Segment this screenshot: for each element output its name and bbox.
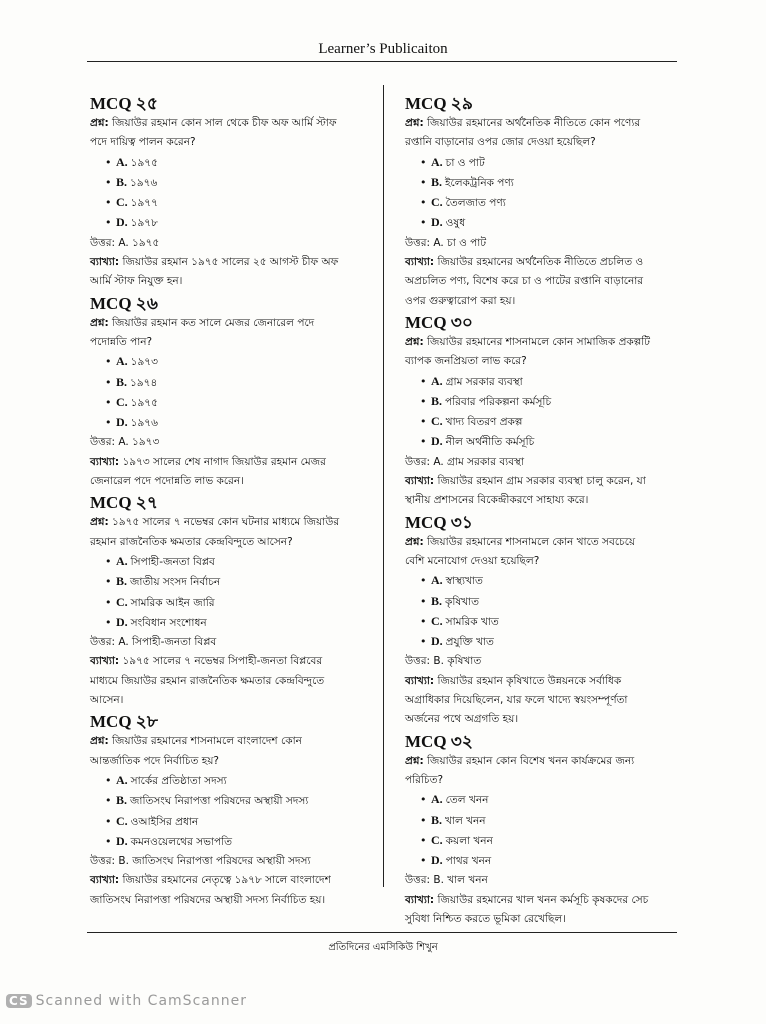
explanation-label: ব্যাখ্যা: xyxy=(90,874,120,887)
option-item xyxy=(405,372,680,392)
explanation-line xyxy=(90,472,377,491)
option-letter: B. xyxy=(431,593,443,608)
explanation-line xyxy=(90,272,377,291)
explanation-text: অর্জনের পথে অগ্রগতি হয়। xyxy=(405,713,519,726)
bullet-icon: • xyxy=(105,615,112,629)
question-line xyxy=(90,533,377,552)
explanation-line xyxy=(405,891,680,910)
option-item xyxy=(90,552,377,572)
question-line xyxy=(405,552,680,571)
option-text: সিপাহী-জনতা বিপ্লব xyxy=(130,555,215,568)
option-item xyxy=(90,193,377,213)
option-item xyxy=(90,373,377,393)
bullet-icon: • xyxy=(420,594,427,608)
page-header-title: Learner’s Publicaiton xyxy=(318,41,448,57)
answer-line xyxy=(405,652,680,671)
question-text: পরিচিত? xyxy=(405,773,444,786)
mcq-block xyxy=(90,493,377,710)
question-line xyxy=(90,333,377,352)
bullet-icon: • xyxy=(105,216,112,230)
option-letter: D. xyxy=(431,434,443,449)
column-divider xyxy=(383,85,384,887)
option-letter: B. xyxy=(116,174,128,189)
option-text: ১৯৭৩ xyxy=(130,356,158,369)
explanation-line xyxy=(90,652,377,671)
option-letter: C. xyxy=(116,195,128,210)
mcq-block xyxy=(405,94,680,311)
option-text: ১৯৭৬ xyxy=(130,176,158,189)
option-text: খাল খনন xyxy=(445,814,486,827)
answer-line xyxy=(90,234,377,253)
answer-line xyxy=(90,633,377,652)
footer-rule xyxy=(87,932,677,933)
option-text: প্রযুক্তি খাত xyxy=(445,636,494,649)
option-text: নীল অর্থনীতি কর্মসূচি xyxy=(445,436,535,449)
question-text: জিয়াউর রহমান কোন সাল থেকে চীফ অফ আর্মি স্টাফ xyxy=(112,117,337,129)
question-line xyxy=(90,513,377,532)
option-letter: B. xyxy=(431,174,443,189)
option-text: গ্রাম সরকার ব্যবস্থা xyxy=(445,375,523,388)
option-text: তেল খনন xyxy=(445,794,489,807)
explanation-line xyxy=(90,672,377,691)
answer-line xyxy=(90,433,377,452)
explanation-label: ব্যাখ্যা: xyxy=(405,256,435,269)
option-text: কৃষিখাত xyxy=(445,595,479,608)
option-item xyxy=(90,832,377,852)
option-letter: C. xyxy=(116,813,128,828)
question-label: প্রশ্ন: xyxy=(90,735,109,748)
answer-label: উত্তর: xyxy=(405,455,431,468)
option-letter: A. xyxy=(431,573,443,588)
option-letter: C. xyxy=(116,594,128,609)
option-text: ওষুধ xyxy=(445,217,466,230)
question-text: জিয়াউর রহমান কত সালে মেজর জেনারেল পদে xyxy=(112,316,315,329)
options-list xyxy=(405,790,680,871)
option-item xyxy=(405,213,680,233)
question-line xyxy=(90,732,377,751)
option-item xyxy=(90,593,377,613)
answer-line xyxy=(90,852,377,871)
option-item xyxy=(405,592,680,612)
bullet-icon: • xyxy=(420,813,427,827)
scanner-watermark-text: Scanned with CamScanner xyxy=(35,993,247,1009)
answer-label: উত্তর: xyxy=(405,655,431,668)
option-text: ১৯৭৪ xyxy=(130,376,158,389)
option-letter: D. xyxy=(116,415,128,430)
option-item xyxy=(90,613,377,633)
explanation-line xyxy=(405,710,680,729)
question-line xyxy=(90,314,377,333)
left-column xyxy=(90,94,377,912)
explanation-label: ব্যাখ্যা: xyxy=(90,655,120,668)
question-line xyxy=(405,352,680,371)
option-item xyxy=(90,213,377,233)
option-letter: B. xyxy=(116,793,128,808)
right-column xyxy=(405,94,680,931)
explanation-line xyxy=(405,672,680,691)
option-text: চা ও পাট xyxy=(445,156,485,169)
header-rule xyxy=(87,61,677,62)
options-list xyxy=(405,372,680,453)
answer-label: উত্তর: xyxy=(90,855,116,868)
bullet-icon: • xyxy=(105,814,112,828)
question-label: প্রশ্ন: xyxy=(405,117,424,129)
option-letter: D. xyxy=(431,634,443,649)
option-text: জাতীয় সংসদ নির্বাচন xyxy=(130,576,221,589)
answer-line xyxy=(405,871,680,890)
option-letter: D. xyxy=(431,853,443,868)
bullet-icon: • xyxy=(105,416,112,430)
answer-text: A. ১৯৭৫ xyxy=(118,236,160,249)
option-item xyxy=(90,572,377,592)
option-letter: D. xyxy=(116,215,128,230)
explanation-text: সুবিধা নিশ্চিত করতে ভূমিকা রেখেছিল। xyxy=(405,912,566,925)
mcq-block xyxy=(90,712,377,910)
bullet-icon: • xyxy=(420,216,427,230)
option-text: ১৯৭৫ xyxy=(130,396,158,409)
question-line xyxy=(405,133,680,152)
answer-label: উত্তর: xyxy=(90,436,116,449)
option-item xyxy=(405,811,680,831)
mcq-block xyxy=(90,294,377,492)
mcq-heading: MCQ ৩২ xyxy=(405,731,473,751)
explanation-text: মাধ্যমে জিয়াউর রহমান রাজনৈতিক ক্ষমতার কেন্দ্রবিন্দুতে xyxy=(90,674,325,687)
option-text: কমনওয়েলথের সভাপতি xyxy=(130,835,233,848)
options-list xyxy=(90,771,377,852)
option-text: ইলেকট্রনিক পণ্য xyxy=(445,176,514,189)
bullet-icon: • xyxy=(105,175,112,189)
question-label: প্রশ্ন: xyxy=(90,117,109,129)
bullet-icon: • xyxy=(420,793,427,807)
question-text: ১৯৭৫ সালের ৭ নভেম্বর কোন ঘটনার মাধ্যমে জিয়াউর xyxy=(112,516,340,529)
explanation-label: ব্যাখ্যা: xyxy=(90,256,120,269)
option-text: সামরিক আইন জারি xyxy=(130,596,215,609)
explanation-text: জিয়াউর রহমানের নেতৃত্বে ১৯৭৮ সালে বাংলাদেশ xyxy=(122,874,331,887)
bullet-icon: • xyxy=(420,175,427,189)
option-text: খাদ্য বিতরণ প্রকল্প xyxy=(445,416,523,429)
bullet-icon: • xyxy=(420,614,427,628)
explanation-text: জিয়াউর রহমানের খাল খনন কর্মসূচি কৃষকদের সেচ xyxy=(437,893,649,906)
bullet-icon: • xyxy=(420,374,427,388)
bullet-icon: • xyxy=(420,833,427,847)
mcq-heading: MCQ ২৫ xyxy=(90,94,158,113)
explanation-line xyxy=(90,453,377,472)
bullet-icon: • xyxy=(105,834,112,848)
question-line xyxy=(405,752,680,771)
explanation-text: জিয়াউর রহমান গ্রাম সরকার ব্যবস্থা চালু করেন, যা xyxy=(437,475,646,488)
question-text: জিয়াউর রহমানের শাসনামলে বাংলাদেশ কোন xyxy=(112,735,302,748)
option-item xyxy=(405,193,680,213)
question-text: জিয়াউর রহমানের অর্থনৈতিক নীতিতে কোন পণ্যের xyxy=(427,117,641,129)
explanation-text: ১৯৭৫ সালের ৭ নভেম্বর সিপাহী-জনতা বিপ্লবের xyxy=(122,655,323,668)
bullet-icon: • xyxy=(420,196,427,210)
explanation-line xyxy=(405,491,680,510)
answer-text: A. চা ও পাট xyxy=(433,236,487,249)
explanation-line xyxy=(90,691,377,710)
question-line xyxy=(90,752,377,771)
option-item xyxy=(405,612,680,632)
bullet-icon: • xyxy=(420,635,427,649)
answer-line xyxy=(405,234,680,253)
question-label: প্রশ্ন: xyxy=(90,516,109,529)
bullet-icon: • xyxy=(105,794,112,808)
question-line xyxy=(405,771,680,790)
question-text: রপ্তানি বাড়ানোর ওপর জোর দেওয়া হয়েছিল? xyxy=(405,136,596,149)
scanner-watermark xyxy=(6,993,247,1009)
question-label: প্রশ্ন: xyxy=(405,754,424,767)
option-letter: A. xyxy=(431,373,443,388)
option-item xyxy=(405,173,680,193)
options-list xyxy=(405,571,680,652)
options-list xyxy=(405,153,680,234)
question-line xyxy=(405,333,680,352)
explanation-line xyxy=(405,292,680,311)
mcq-block xyxy=(405,732,680,930)
option-item xyxy=(405,831,680,851)
bullet-icon: • xyxy=(420,435,427,449)
explanation-text: ১৯৭৩ সালের শেষ নাগাদ জিয়াউর রহমান মেজর xyxy=(122,455,326,468)
options-list xyxy=(90,552,377,633)
option-letter: D. xyxy=(116,614,128,629)
bullet-icon: • xyxy=(105,395,112,409)
mcq-block xyxy=(405,313,680,511)
option-item xyxy=(405,153,680,173)
bullet-icon: • xyxy=(105,196,112,210)
option-text: সামরিক খাত xyxy=(445,615,499,628)
option-letter: A. xyxy=(116,154,128,169)
explanation-line xyxy=(90,871,377,890)
question-text: বেশি মনোযোগ দেওয়া হয়েছিল? xyxy=(405,554,540,567)
option-letter: C. xyxy=(431,613,443,628)
question-line xyxy=(405,533,680,552)
option-letter: A. xyxy=(431,792,443,807)
option-letter: A. xyxy=(431,154,443,169)
mcq-heading: MCQ ২৬ xyxy=(90,293,158,313)
mcq-heading: MCQ ২৯ xyxy=(405,94,473,113)
option-item xyxy=(90,791,377,811)
bullet-icon: • xyxy=(420,415,427,429)
option-letter: D. xyxy=(431,215,443,230)
mcq-block xyxy=(405,513,680,730)
explanation-line xyxy=(90,253,377,272)
option-text: সংবিধান সংশোধন xyxy=(130,616,207,629)
answer-text: B. জাতিসংঘ নিরাপত্তা পরিষদের অস্থায়ী সদস্য xyxy=(118,855,311,868)
bullet-icon: • xyxy=(420,574,427,588)
question-text: রহমান রাজনৈতিক ক্ষমতার কেন্দ্রবিন্দুতে আসেন? xyxy=(90,535,293,548)
option-item xyxy=(405,851,680,871)
option-item xyxy=(90,393,377,413)
answer-label: উত্তর: xyxy=(405,874,431,887)
bullet-icon: • xyxy=(105,575,112,589)
answer-text: A. সিপাহী-জনতা বিপ্লব xyxy=(118,636,217,649)
explanation-text: অগ্রাধিকার দিয়েছিলেন, যার ফলে খাদ্যে স্বয়ংসম্পূর্ণতা xyxy=(405,694,628,707)
bullet-icon: • xyxy=(420,155,427,169)
answer-text: A. গ্রাম সরকার ব্যবস্থা xyxy=(433,455,525,468)
option-letter: A. xyxy=(116,772,128,787)
option-item xyxy=(405,392,680,412)
camscanner-logo-icon: CS xyxy=(6,994,32,1008)
explanation-text: জেনারেল পদে পদোন্নতি লাভ করেন। xyxy=(90,475,244,488)
option-item xyxy=(90,771,377,791)
explanation-line xyxy=(90,891,377,910)
option-letter: B. xyxy=(431,812,443,827)
mcq-heading: MCQ ৩১ xyxy=(405,512,473,532)
question-text: জিয়াউর রহমান কোন বিশেষ খনন কার্যক্রমের জন্য xyxy=(427,754,635,767)
question-label: প্রশ্ন: xyxy=(405,335,424,348)
option-text: স্বাস্থ্যখাত xyxy=(445,575,483,588)
option-text: পাথর খনন xyxy=(445,855,492,868)
answer-text: B. কৃষিখাত xyxy=(433,655,482,668)
explanation-line xyxy=(405,910,680,929)
option-item xyxy=(405,790,680,810)
question-text: আন্তর্জাতিক পদে নির্বাচিত হয়? xyxy=(90,754,220,767)
question-label: প্রশ্ন: xyxy=(90,316,109,329)
explanation-text: আসেন। xyxy=(90,694,124,707)
mcq-block xyxy=(90,94,377,292)
bullet-icon: • xyxy=(420,394,427,408)
mcq-heading: MCQ ২৭ xyxy=(90,493,158,513)
answer-line xyxy=(405,453,680,472)
answer-text: A. ১৯৭৩ xyxy=(118,436,160,449)
option-item xyxy=(405,412,680,432)
explanation-line xyxy=(405,472,680,491)
page-footer: প্রতিদিনের এমসিকিউ শিখুন xyxy=(328,942,438,953)
explanation-label: ব্যাখ্যা: xyxy=(405,893,435,906)
option-item xyxy=(405,632,680,652)
option-item xyxy=(90,812,377,832)
explanation-text: ওপর গুরুত্বারোপ করা হয়। xyxy=(405,294,516,307)
option-letter: B. xyxy=(116,374,128,389)
options-list xyxy=(90,352,377,433)
option-text: ওআইসির প্রধান xyxy=(130,815,199,828)
option-letter: C. xyxy=(116,394,128,409)
explanation-text: জিয়াউর রহমানের অর্থনৈতিক নীতিতে প্রচলিত ও xyxy=(437,256,644,269)
bullet-icon: • xyxy=(105,595,112,609)
explanation-text: জাতিসংঘ নিরাপত্তা পরিষদের অস্থায়ী সদস্য নির্বাচিত হয়। xyxy=(90,893,326,906)
question-line xyxy=(90,114,377,133)
option-letter: D. xyxy=(116,833,128,848)
option-item xyxy=(90,352,377,372)
option-letter: B. xyxy=(116,574,128,589)
question-label: প্রশ্ন: xyxy=(405,535,424,548)
question-line xyxy=(405,114,680,133)
option-letter: A. xyxy=(116,553,128,568)
explanation-line xyxy=(405,691,680,710)
explanation-line xyxy=(405,253,680,272)
answer-text: B. খাল খনন xyxy=(433,874,488,887)
answer-label: উত্তর: xyxy=(405,236,431,249)
explanation-label: ব্যাখ্যা: xyxy=(90,455,120,468)
bullet-icon: • xyxy=(105,155,112,169)
option-item xyxy=(405,432,680,452)
option-letter: C. xyxy=(431,195,443,210)
option-item xyxy=(405,571,680,591)
explanation-text: জিয়াউর রহমান ১৯৭৫ সালের ২৫ আগস্ট চীফ অফ xyxy=(122,256,339,269)
question-line xyxy=(90,133,377,152)
question-text: ব্যাপক জনপ্রিয়তা লাভ করে? xyxy=(405,355,527,368)
option-letter: B. xyxy=(431,393,443,408)
option-letter: A. xyxy=(116,354,128,369)
explanation-text: আর্মি স্টাফ নিযুক্ত হন। xyxy=(90,275,183,288)
option-text: পরিবার পরিকল্পনা কর্মসূচি xyxy=(445,395,552,408)
mcq-heading: MCQ ৩০ xyxy=(405,312,473,332)
options-list xyxy=(90,153,377,234)
option-text: জাতিসংঘ নিরাপত্তা পরিষদের অস্থায়ী সদস্য xyxy=(130,795,309,808)
question-text: জিয়াউর রহমানের শাসনামলে কোন সামাজিক প্রকল্পটি xyxy=(427,335,651,348)
question-text: পদোন্নতি পান? xyxy=(90,335,153,348)
mcq-heading: MCQ ২৮ xyxy=(90,712,158,732)
bullet-icon: • xyxy=(420,854,427,868)
explanation-text: অপ্রচলিত পণ্য, বিশেষ করে চা ও পাটের রপ্তানি বাড়ানোর xyxy=(405,275,644,288)
question-text: পদে দায়িত্ব পালন করেন? xyxy=(90,136,196,149)
explanation-label: ব্যাখ্যা: xyxy=(405,475,435,488)
option-text: ১৯৭৬ xyxy=(130,417,158,430)
explanation-text: জিয়াউর রহমান কৃষিখাতে উন্নয়নকে সর্বাধিক xyxy=(437,674,622,687)
option-item xyxy=(90,173,377,193)
option-text: সার্কের প্রতিষ্ঠাতা সদস্য xyxy=(130,774,227,787)
bullet-icon: • xyxy=(105,355,112,369)
option-text: তৈলজাত পণ্য xyxy=(445,197,506,210)
option-text: ১৯৭৫ xyxy=(130,156,158,169)
answer-label: উত্তর: xyxy=(90,236,116,249)
bullet-icon: • xyxy=(105,554,112,568)
option-item xyxy=(90,153,377,173)
question-text: জিয়াউর রহমানের শাসনামলে কোন খাতে সবচেয়ে xyxy=(427,535,636,548)
option-text: ১৯৭৮ xyxy=(130,217,158,230)
explanation-text: স্থানীয় প্রশাসনের বিকেন্দ্রীকরণে সাহায্য করে। xyxy=(405,494,589,507)
option-item xyxy=(90,413,377,433)
bullet-icon: • xyxy=(105,375,112,389)
option-text: ১৯৭৭ xyxy=(130,197,158,210)
option-letter: C. xyxy=(431,414,443,429)
option-letter: C. xyxy=(431,832,443,847)
explanation-line xyxy=(405,272,680,291)
bullet-icon: • xyxy=(105,773,112,787)
option-text: কয়লা খনন xyxy=(445,834,493,847)
explanation-label: ব্যাখ্যা: xyxy=(405,674,435,687)
answer-label: উত্তর: xyxy=(90,636,116,649)
